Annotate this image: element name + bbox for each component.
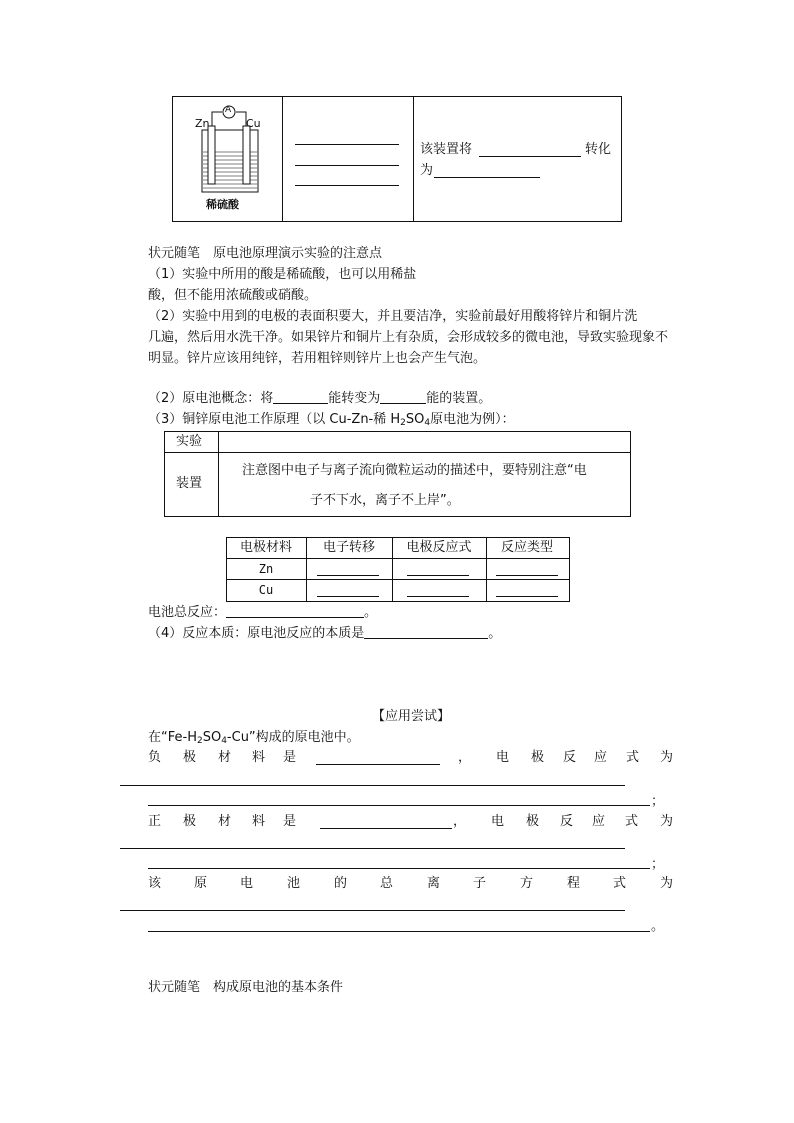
- total-char: 离: [427, 876, 441, 891]
- device-blank-1[interactable]: [479, 156, 581, 157]
- neg-char: 料: [252, 750, 266, 765]
- device-text-2: 转化: [585, 142, 612, 157]
- total-equation-blank-2[interactable]: [148, 931, 650, 932]
- neg-char: 材: [218, 750, 232, 765]
- total-char: 电: [240, 876, 254, 891]
- zn-transfer-blank[interactable]: [317, 575, 379, 576]
- neg-semicolon: ；: [651, 794, 665, 809]
- neg-char: 负: [148, 750, 162, 765]
- electrode-header-type: 反应类型: [500, 540, 553, 555]
- pos-char: 材: [218, 814, 232, 829]
- neg-char: 极: [531, 750, 545, 765]
- note1-p1-line2: 酸，但不能用浓硫酸或硝酸。: [148, 288, 318, 303]
- device-row-label: 装置: [176, 476, 203, 491]
- cu-electrode: [243, 126, 250, 184]
- concept-line: [148, 392, 491, 405]
- apply-intro-2: SO: [202, 730, 222, 745]
- total-char: 原: [194, 876, 208, 891]
- principle-line: [148, 413, 515, 428]
- pos-equation-blank-2[interactable]: [148, 868, 650, 869]
- neg-char: 电: [496, 750, 510, 765]
- neg-material-blank[interactable]: [316, 764, 440, 765]
- pos-char: 正: [148, 814, 162, 829]
- essence-blank[interactable]: [364, 638, 488, 639]
- neg-char: 式: [626, 750, 640, 765]
- total-char: 总: [380, 876, 394, 891]
- neg-char: 反: [563, 750, 577, 765]
- principle-sub-2: 4: [424, 418, 431, 428]
- concept-blank-2[interactable]: [380, 403, 426, 404]
- apply-intro-sub-2: 4: [221, 736, 227, 746]
- total-char: 的: [334, 876, 348, 891]
- top-blank-3[interactable]: [295, 185, 399, 186]
- experiment-table-divider: [218, 431, 219, 516]
- apply-intro-1: 在“Fe-H: [148, 730, 197, 745]
- cu-reaction-blank[interactable]: [407, 596, 469, 597]
- principle-sub-1: 2: [400, 418, 406, 428]
- principle-text-1: （3）铜锌原电池工作原理（以 Cu-Zn-稀 H: [148, 412, 401, 427]
- zn-electrode: [208, 126, 215, 184]
- top-blank-2[interactable]: [295, 165, 399, 166]
- pos-char: 应: [592, 814, 606, 829]
- device-blank-2[interactable]: [434, 177, 540, 178]
- note1-p2-line3: 明显。锌片应该用纯锌，若用粗锌则锌片上也会产生气泡。: [148, 351, 487, 366]
- apply-intro-sub-1: 2: [196, 736, 203, 746]
- concept-text-2: 能转变为: [328, 391, 381, 406]
- cu-transfer-blank[interactable]: [317, 596, 379, 597]
- zn-type-blank[interactable]: [496, 575, 558, 576]
- note1-title: 状元随笔 原电池原理演示实验的注意点: [148, 246, 383, 261]
- pos-char: 反: [560, 814, 574, 829]
- apply-intro-3: -Cu”构成的原电池中。: [226, 730, 360, 745]
- pos-semicolon: ；: [651, 857, 665, 872]
- cu-type-blank[interactable]: [496, 596, 558, 597]
- total-reaction-label: 电池总反应：: [148, 605, 227, 620]
- principle-text-3: 原电池为例）：: [430, 412, 515, 427]
- apply-title: 【应用尝试】: [372, 709, 451, 724]
- total-char: 程: [567, 876, 581, 891]
- pos-char: 极: [183, 814, 197, 829]
- pos-char: 料: [252, 814, 266, 829]
- total-char: 池: [287, 876, 301, 891]
- neg-char: 应: [594, 750, 608, 765]
- note1-p2-line2: 几遍，然后用水洗干净。如果锌片和铜片上有杂质，会形成较多的微电池，导致实验现象不: [148, 330, 669, 345]
- neg-char: 为: [660, 750, 674, 765]
- concept-text-3: 能的装置。: [426, 391, 492, 406]
- neg-equation-blank-2[interactable]: [148, 805, 650, 806]
- top-table-divider-2: [413, 96, 414, 221]
- galvanic-cell-illustration: [186, 100, 276, 200]
- total-char: 该: [148, 876, 162, 891]
- total-char: 子: [473, 876, 487, 891]
- pos-char: 式: [625, 814, 639, 829]
- pos-material-blank[interactable]: [320, 828, 452, 829]
- total-char: 为: [660, 876, 674, 891]
- beaker-caption: 稀硫酸: [206, 198, 239, 211]
- apply-intro: [148, 731, 360, 746]
- electrode-table-hline-1: [226, 558, 569, 559]
- concept-text-1: （2）原电池概念：将: [148, 391, 274, 406]
- meter-symbol: A: [225, 105, 232, 115]
- note1-p2-line1: （2）实验中用到的电极的表面积要大，并且要洁净，实验前最好用酸将锌片和铜片洗: [148, 309, 638, 324]
- note1-p1-line1: （1）实验中所用的酸是稀硫酸，也可以用稀盐: [148, 267, 417, 282]
- total-reaction-line: [148, 606, 377, 619]
- electrode-header-transfer: 电子转移: [322, 540, 375, 555]
- top-table-divider-1: [282, 96, 283, 221]
- essence-end: 。: [488, 626, 502, 641]
- total-period: 。: [651, 919, 665, 934]
- electrode-row-zn: Zn: [258, 562, 274, 576]
- total-reaction-end: 。: [364, 605, 378, 620]
- experiment-table-row-divider: [164, 452, 630, 453]
- pos-char: ，: [453, 814, 467, 829]
- note2-title: 状元随笔 构成原电池的基本条件: [148, 980, 344, 995]
- experiment-row-label: 实验: [176, 434, 203, 449]
- pos-char: 为: [660, 814, 674, 829]
- electrode-table-hline-2: [226, 579, 569, 580]
- electrode-header-material: 电极材料: [239, 540, 292, 555]
- electrode-header-reaction: 电极反应式: [406, 540, 472, 555]
- neg-char: ，: [458, 750, 472, 765]
- electrode-row-cu: Cu: [258, 583, 274, 597]
- principle-text-2: SO: [405, 412, 425, 427]
- zn-reaction-blank[interactable]: [407, 575, 469, 576]
- neg-char: 是: [283, 750, 297, 765]
- total-equation-blank-1[interactable]: [120, 910, 625, 911]
- device-note-line1: 注意图中电子与离子流向微粒运动的描述中，要特别注意“电: [242, 463, 587, 478]
- total-char: 方: [520, 876, 534, 891]
- pos-char: 极: [526, 814, 540, 829]
- essence-line: [148, 627, 501, 640]
- total-reaction-blank[interactable]: [226, 617, 364, 618]
- device-text-3: 为: [420, 163, 434, 178]
- concept-blank-1[interactable]: [273, 403, 328, 404]
- pos-char: 是: [283, 814, 297, 829]
- neg-equation-blank-1[interactable]: [120, 785, 625, 786]
- device-text-1: 该装置将: [420, 142, 473, 157]
- zn-label: Zn: [195, 117, 210, 130]
- pos-equation-blank-1[interactable]: [120, 848, 625, 849]
- neg-char: 极: [183, 750, 197, 765]
- cu-label: Cu: [246, 117, 261, 130]
- device-note-line2: 子不下水，离子不上岸”。: [310, 493, 460, 508]
- essence-label: （4）反应本质：原电池反应的本质是: [148, 626, 365, 641]
- pos-char: 电: [491, 814, 505, 829]
- top-blank-1[interactable]: [295, 144, 399, 145]
- total-char: 式: [613, 876, 627, 891]
